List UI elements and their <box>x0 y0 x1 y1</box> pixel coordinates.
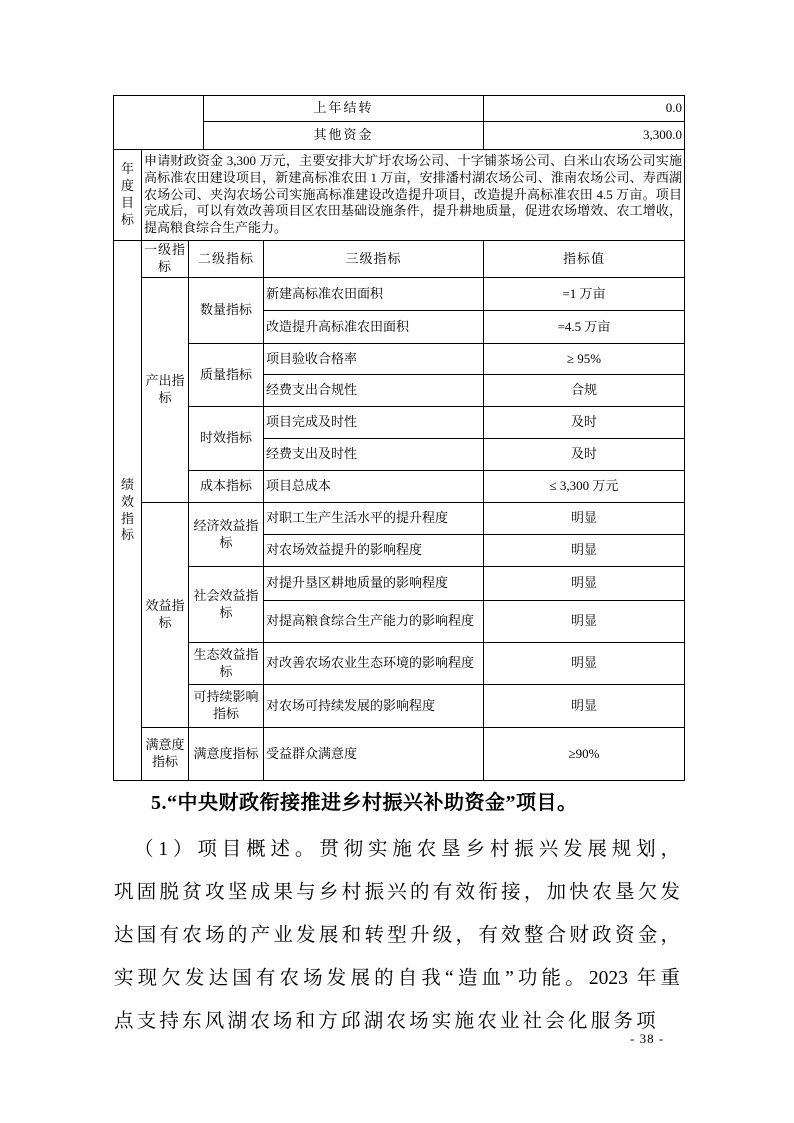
indicator-row <box>114 685 685 728</box>
indicator-name-cell: 对提高粮食综合生产能力的影响程度 <box>264 601 484 643</box>
indicator-name-cell: 对职工生产生活水平的提升程度 <box>264 503 484 535</box>
side-label-performance: 绩效指标 <box>114 241 142 781</box>
indicator-value-cell: 明显 <box>484 685 685 728</box>
indicator-level2-cell: 数量指标 <box>189 278 264 344</box>
indicator-level2-cell: 成本指标 <box>189 471 264 503</box>
indicator-value-cell: ≥90% <box>484 728 685 781</box>
header-level2: 二级指标 <box>189 241 264 278</box>
indicator-name-cell: 经费支出及时性 <box>264 439 484 471</box>
performance-table <box>113 95 684 781</box>
section-heading: 5.“中央财政衔接推进乡村振兴补助资金”项目。 <box>151 792 578 814</box>
indicator-level1-cell: 效益指标 <box>142 503 189 728</box>
indicator-value-cell: 明显 <box>484 601 685 643</box>
indicator-name-cell: 经费支出合规性 <box>264 375 484 407</box>
header-level3: 三级指标 <box>264 241 484 278</box>
indicators-table <box>113 240 685 781</box>
indicator-level2-cell: 质量指标 <box>189 344 264 407</box>
indicator-value-cell: 合规 <box>484 375 685 407</box>
indicator-name-cell: 新建高标准农田面积 <box>264 278 484 311</box>
indicator-row <box>114 278 685 311</box>
header-level1: 一级指标 <box>142 241 189 278</box>
indicator-name-cell: 项目完成及时性 <box>264 407 484 439</box>
header-value: 指标值 <box>484 241 685 278</box>
indicator-value-cell: 及时 <box>484 407 685 439</box>
indicator-value-cell: 明显 <box>484 535 685 567</box>
indicator-name-cell: 对改善农场农业生态环境的影响程度 <box>264 643 484 685</box>
table-row <box>114 150 685 241</box>
funding-table <box>113 95 685 150</box>
annual-goal-text: 申请财政资金 3,300 万元，主要安排大圹圩农场公司、十字铺茶场公司、白米山农场公司实施高标准农田建设项目，新建高标准农田 1 万亩，安排潘村湖农场公司、淮南农场公司、寿西湖农场公司、夹沟农场公司实施高标准建设改造提升项目，改造提升高标准农田 4.5 万亩。项目完成后，可以有效改善项目区农田基础设施条件，提升耕地质量，促进农场增效、农工增收，提高粮食综合生产能力。 <box>142 150 685 241</box>
table-row <box>114 96 685 122</box>
indicator-name-cell: 对农场效益提升的影响程度 <box>264 535 484 567</box>
indicator-level2-cell: 满意度指标 <box>189 728 264 781</box>
paragraph-line: 实现欠发达国有农场发展的自我“造血”功能。2023 年重 <box>114 968 680 989</box>
indicator-value-cell: ≤ 3,300 万元 <box>484 471 685 503</box>
indicator-value-cell: =1 万亩 <box>484 278 685 311</box>
indicator-value-cell: 明显 <box>484 503 685 535</box>
indicator-name-cell: 对提升垦区耕地质量的影响程度 <box>264 567 484 601</box>
indicator-name-cell: 改造提升高标准农田面积 <box>264 311 484 344</box>
funding-row-label: 其他资金 <box>204 122 484 150</box>
funding-spacer-cell <box>114 96 204 150</box>
indicator-level2-cell: 时效指标 <box>189 407 264 471</box>
indicator-value-cell: =4.5 万亩 <box>484 311 685 344</box>
indicator-name-cell: 受益群众满意度 <box>264 728 484 781</box>
annual-goal-table <box>113 149 685 241</box>
paragraph-line: 点支持东风湖农场和方邱湖农场实施农业社会化服务项 <box>114 1011 659 1032</box>
indicator-row <box>114 503 685 535</box>
indicator-row <box>114 344 685 375</box>
indicators-header-row <box>114 241 685 278</box>
indicator-level2-cell: 社会效益指标 <box>189 567 264 643</box>
indicator-row <box>114 407 685 439</box>
funding-row-value: 0.0 <box>484 96 685 122</box>
indicator-row <box>114 471 685 503</box>
indicator-value-cell: 明显 <box>484 567 685 601</box>
annual-goal-label: 年度目标 <box>114 150 142 241</box>
paragraph-line: 达国有农场的产业发展和转型升级，有效整合财政资金， <box>114 925 680 946</box>
page-number: - 38 - <box>630 1031 665 1046</box>
indicator-value-cell: ≥ 95% <box>484 344 685 375</box>
indicator-value-cell: 及时 <box>484 439 685 471</box>
indicator-name-cell: 对农场可持续发展的影响程度 <box>264 685 484 728</box>
indicator-name-cell: 项目总成本 <box>264 471 484 503</box>
indicator-level2-cell: 生态效益指标 <box>189 643 264 685</box>
funding-row-value: 3,300.0 <box>484 122 685 150</box>
indicator-row <box>114 728 685 781</box>
paragraph-line: （1）项目概述。贯彻实施农垦乡村振兴发展规划， <box>134 839 680 860</box>
indicator-name-cell: 项目验收合格率 <box>264 344 484 375</box>
funding-row-label: 上年结转 <box>204 96 484 122</box>
indicator-row <box>114 643 685 685</box>
indicator-level1-cell: 满意度指标 <box>142 728 189 781</box>
paragraph-line: 巩固脱贫攻坚成果与乡村振兴的有效衔接，加快农垦欠发 <box>114 882 680 903</box>
indicator-level2-cell: 经济效益指标 <box>189 503 264 567</box>
indicator-level2-cell: 可持续影响指标 <box>189 685 264 728</box>
indicator-level1-cell: 产出指标 <box>142 278 189 503</box>
indicator-row <box>114 567 685 601</box>
indicator-value-cell: 明显 <box>484 643 685 685</box>
body-paragraph <box>114 828 680 1043</box>
